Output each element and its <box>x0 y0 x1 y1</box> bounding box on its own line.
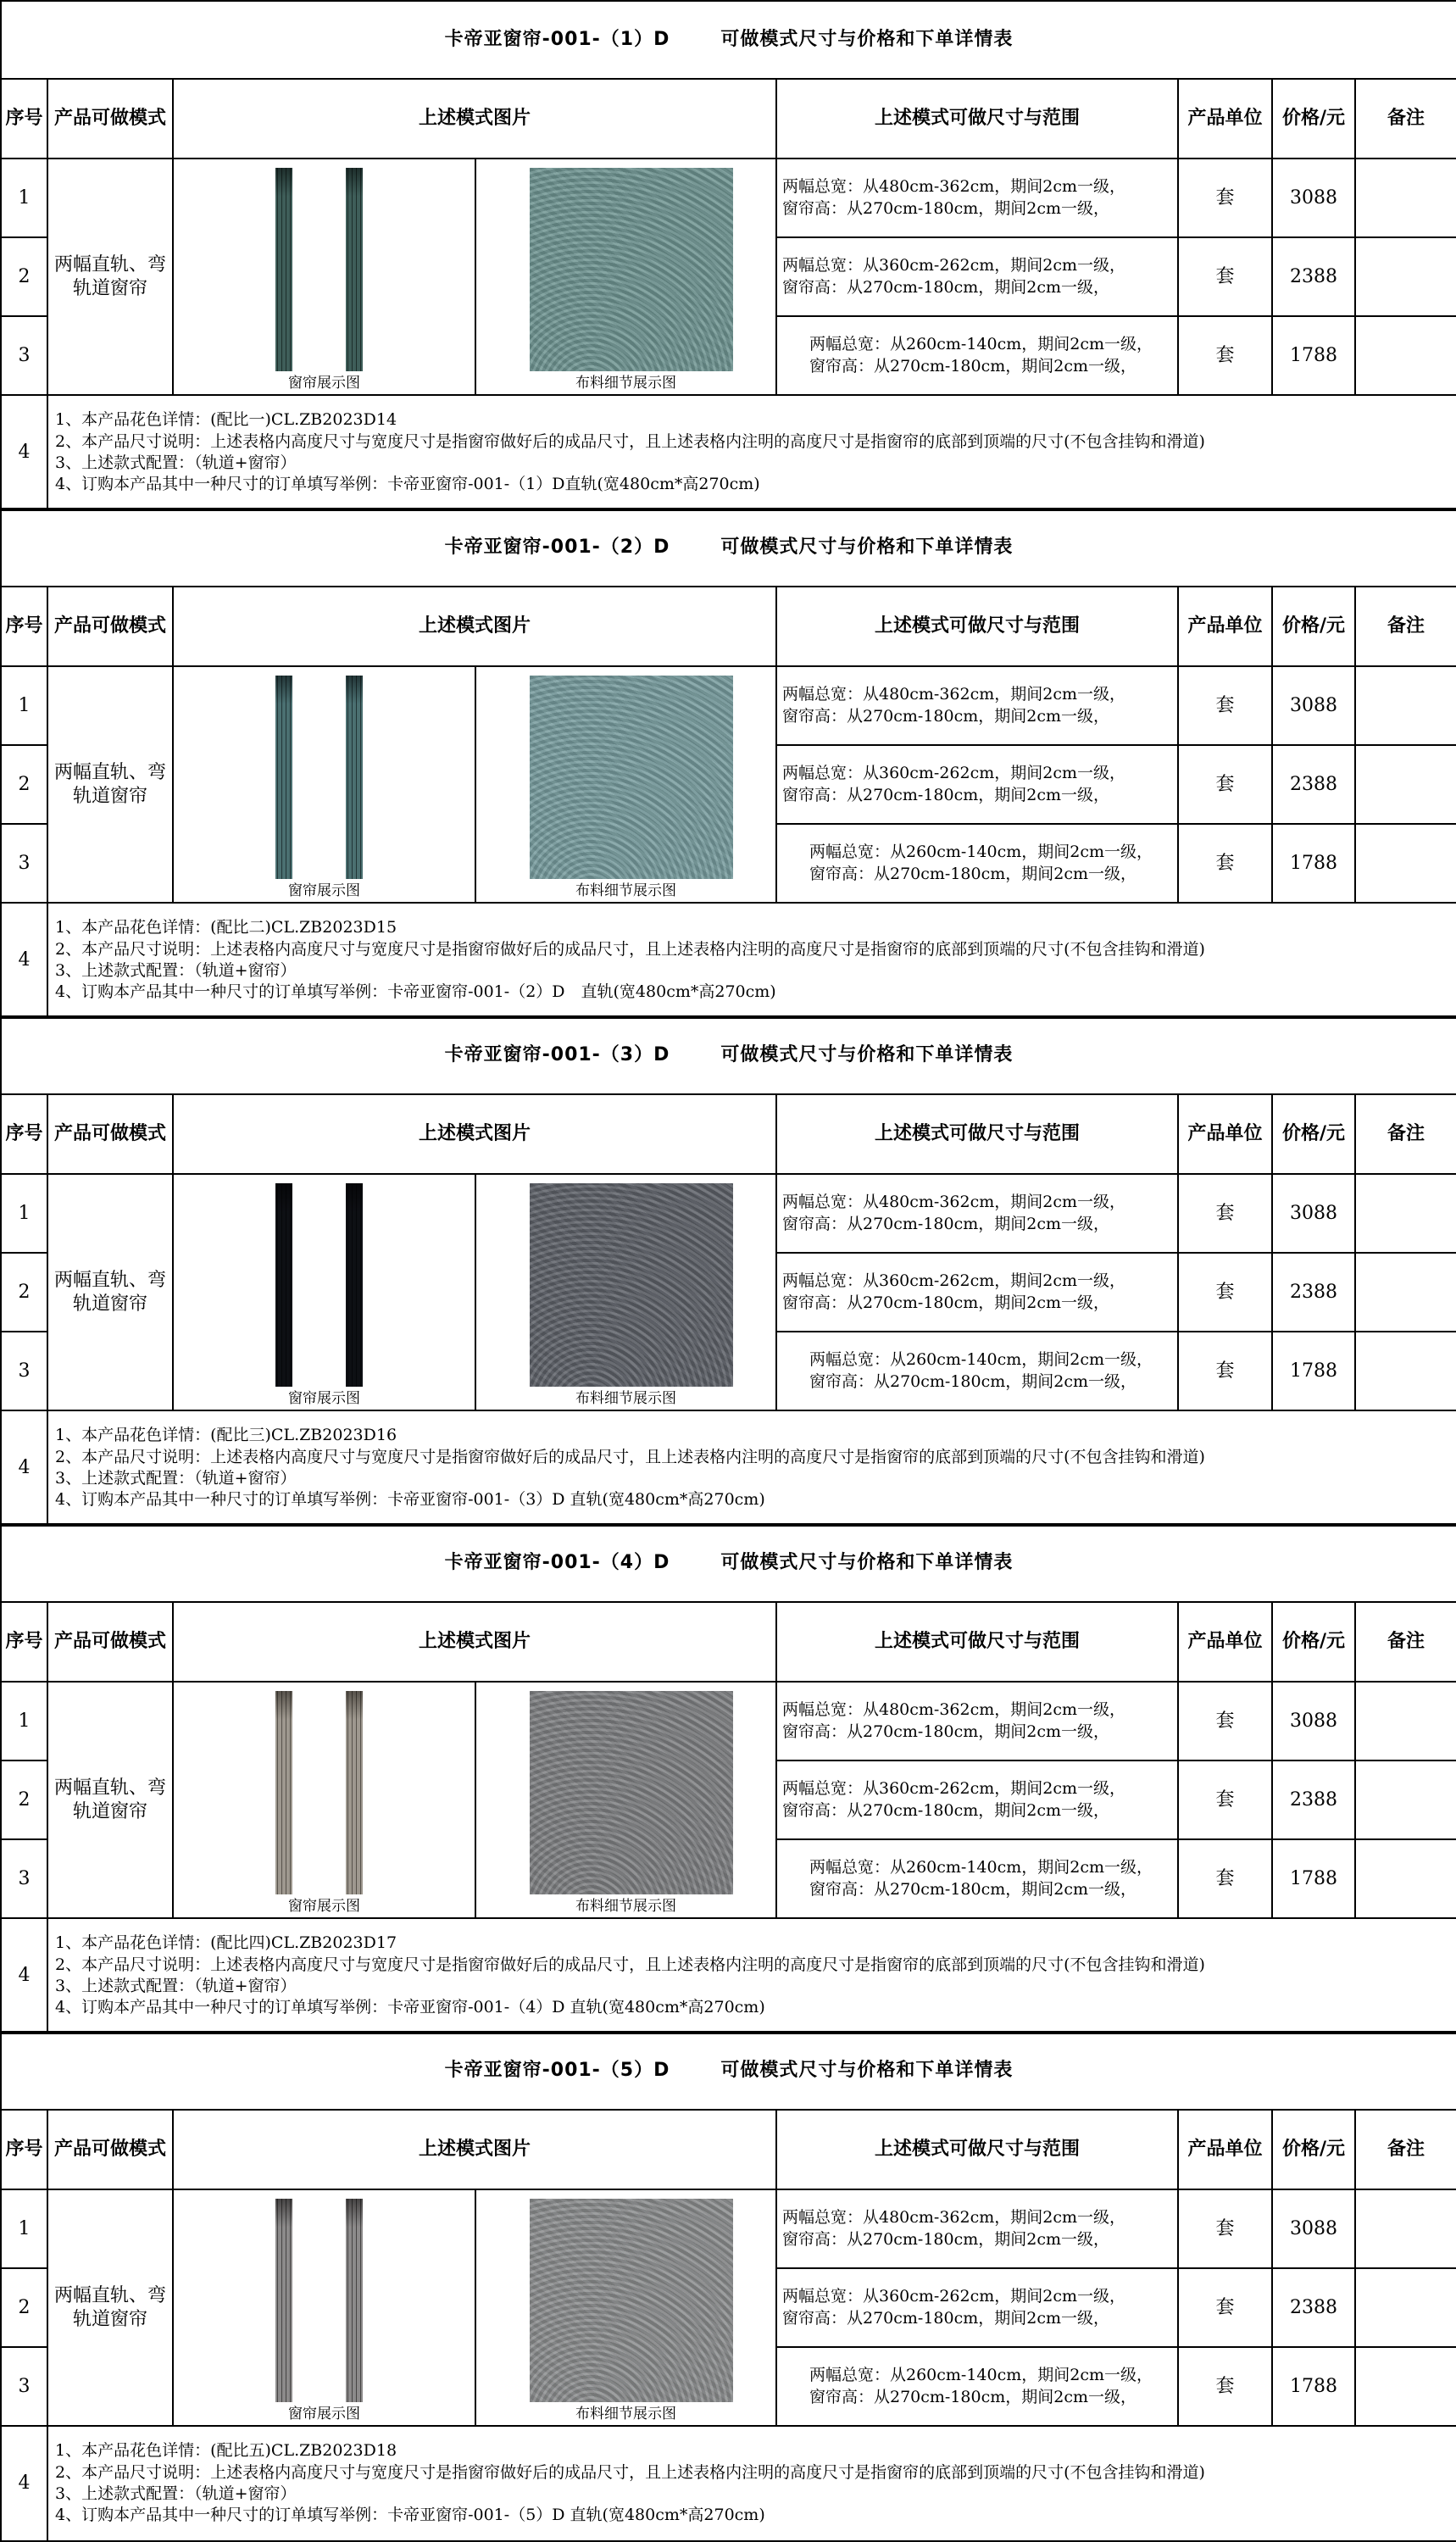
fabric-image-cell <box>475 1174 776 1410</box>
size-width: 两幅总宽：从260cm-140cm，期间2cm一级， <box>809 1857 1153 1877</box>
curtain-caption: 窗帘展示图 <box>288 1389 360 1407</box>
size-width: 两幅总宽：从480cm-362cm，期间2cm一级， <box>782 2207 1126 2227</box>
row-remark <box>1355 666 1456 745</box>
curtain-panel-right <box>346 1691 363 1894</box>
section-title-desc: 可做模式尺寸与价格和下单详情表 <box>720 1552 1014 1574</box>
curtain-panel-left <box>275 676 292 879</box>
notes-row <box>1 395 1456 510</box>
mode-cell: 两幅直轨、弯轨道窗帘 <box>47 159 173 395</box>
note-line: 2、本产品尺寸说明：上述表格内高度尺寸与宽度尺寸是指窗帘做好后的成品尺寸，且上述表格内注明的高度尺寸是指窗帘的底部到顶端的尺寸(不包含挂钩和滑道) <box>55 2462 1205 2482</box>
header-seq: 序号 <box>1 1094 47 1174</box>
size-width: 两幅总宽：从360cm-262cm，期间2cm一级， <box>782 1271 1126 1290</box>
row-unit: 套 <box>1178 2189 1272 2268</box>
size-range <box>776 745 1178 824</box>
fabric-swatch <box>530 2199 733 2402</box>
row-unit: 套 <box>1178 1839 1272 1918</box>
section-title-product: 卡帝亚窗帘-001-（1）D <box>444 29 670 51</box>
curtain-caption: 窗帘展示图 <box>288 374 360 392</box>
section-title <box>1 509 1456 587</box>
fabric-image-cell <box>475 1682 776 1918</box>
size-range <box>776 1760 1178 1839</box>
price-table <box>0 0 1456 511</box>
size-width: 两幅总宽：从480cm-362cm，期间2cm一级， <box>782 176 1126 196</box>
row-price: 3088 <box>1272 159 1355 237</box>
row-unit: 套 <box>1178 237 1272 316</box>
note-line: 3、上述款式配置：（轨道+窗帘） <box>55 2484 297 2503</box>
header-mode: 产品可做模式 <box>47 1094 173 1174</box>
row-seq: 3 <box>1 1332 47 1410</box>
row-unit: 套 <box>1178 824 1272 903</box>
notes-row <box>1 903 1456 1018</box>
notes-cell <box>47 2426 1456 2541</box>
row-unit: 套 <box>1178 1760 1272 1839</box>
row-seq: 2 <box>1 1760 47 1839</box>
size-range <box>776 1839 1178 1918</box>
header-range: 上述模式可做尺寸与范围 <box>776 79 1178 159</box>
row-price: 2388 <box>1272 1253 1355 1332</box>
header-unit: 产品单位 <box>1178 79 1272 159</box>
header-remark: 备注 <box>1355 587 1456 666</box>
size-range <box>776 824 1178 903</box>
row-price: 2388 <box>1272 237 1355 316</box>
mode-cell: 两幅直轨、弯轨道窗帘 <box>47 666 173 903</box>
curtain-panel-right <box>346 2199 363 2402</box>
row-price: 1788 <box>1272 1839 1355 1918</box>
header-mode: 产品可做模式 <box>47 1602 173 1682</box>
row-price: 2388 <box>1272 1760 1355 1839</box>
curtain-panel-right <box>346 676 363 879</box>
note-line: 4、订购本产品其中一种尺寸的订单填写举例：卡帝亚窗帘-001-（5）D 直轨(宽480cm*高270cm) <box>55 2506 765 2525</box>
fabric-caption: 布料细节展示图 <box>575 374 676 392</box>
note-line: 2、本产品尺寸说明：上述表格内高度尺寸与宽度尺寸是指窗帘做好后的成品尺寸，且上述表格内注明的高度尺寸是指窗帘的底部到顶端的尺寸(不包含挂钩和滑道) <box>55 1447 1205 1466</box>
note-line: 1、本产品花色详情：(配比四)CL.ZB2023D17 <box>55 1933 397 1953</box>
row-price: 1788 <box>1272 824 1355 903</box>
fabric-swatch <box>530 1183 733 1387</box>
notes-index: 4 <box>1 903 47 1018</box>
header-range: 上述模式可做尺寸与范围 <box>776 1602 1178 1682</box>
table-row <box>1 666 1456 745</box>
table-row <box>1 159 1456 237</box>
notes-index: 4 <box>1 395 47 510</box>
size-width: 两幅总宽：从260cm-140cm，期间2cm一级， <box>809 334 1153 353</box>
section-title-desc: 可做模式尺寸与价格和下单详情表 <box>720 2060 1014 2082</box>
header-mode: 产品可做模式 <box>47 587 173 666</box>
notes-row <box>1 1918 1456 2033</box>
header-images: 上述模式图片 <box>173 1602 776 1682</box>
header-range: 上述模式可做尺寸与范围 <box>776 2110 1178 2189</box>
row-price: 2388 <box>1272 745 1355 824</box>
size-width: 两幅总宽：从360cm-262cm，期间2cm一级， <box>782 255 1126 275</box>
price-table <box>0 2031 1456 2542</box>
header-unit: 产品单位 <box>1178 2110 1272 2189</box>
section-title-product: 卡帝亚窗帘-001-（5）D <box>444 2060 670 2082</box>
size-range <box>776 1682 1178 1760</box>
row-price: 3088 <box>1272 2189 1355 2268</box>
section-title-desc: 可做模式尺寸与价格和下单详情表 <box>720 29 1014 51</box>
header-price: 价格/元 <box>1272 79 1355 159</box>
row-remark <box>1355 237 1456 316</box>
row-seq: 2 <box>1 1253 47 1332</box>
row-unit: 套 <box>1178 1682 1272 1760</box>
mode-cell: 两幅直轨、弯轨道窗帘 <box>47 1682 173 1918</box>
size-range <box>776 2189 1178 2268</box>
product-section <box>0 0 1456 508</box>
size-height: 窗帘高：从270cm-180cm，期间2cm一级， <box>782 706 1110 726</box>
note-line: 3、上述款式配置：（轨道+窗帘） <box>55 1977 297 1995</box>
size-height: 窗帘高：从270cm-180cm，期间2cm一级， <box>809 1371 1137 1391</box>
size-range <box>776 666 1178 745</box>
size-height: 窗帘高：从270cm-180cm，期间2cm一级， <box>809 2387 1137 2406</box>
product-section <box>0 1015 1456 1523</box>
size-height: 窗帘高：从270cm-180cm，期间2cm一级， <box>782 1722 1110 1741</box>
row-seq: 3 <box>1 316 47 395</box>
size-range <box>776 2347 1178 2426</box>
section-title-product: 卡帝亚窗帘-001-（4）D <box>444 1552 670 1574</box>
row-unit: 套 <box>1178 1174 1272 1253</box>
notes-row <box>1 1410 1456 1526</box>
notes-cell <box>47 1410 1456 1526</box>
notes-index: 4 <box>1 2426 47 2541</box>
note-line: 3、上述款式配置：（轨道+窗帘） <box>55 453 297 472</box>
note-line: 2、本产品尺寸说明：上述表格内高度尺寸与宽度尺寸是指窗帘做好后的成品尺寸，且上述表格内注明的高度尺寸是指窗帘的底部到顶端的尺寸(不包含挂钩和滑道) <box>55 1955 1205 1974</box>
row-remark <box>1355 745 1456 824</box>
row-unit: 套 <box>1178 1253 1272 1332</box>
row-unit: 套 <box>1178 2268 1272 2347</box>
note-line: 2、本产品尺寸说明：上述表格内高度尺寸与宽度尺寸是指窗帘做好后的成品尺寸，且上述表格内注明的高度尺寸是指窗帘的底部到顶端的尺寸(不包含挂钩和滑道) <box>55 939 1205 959</box>
fabric-swatch <box>530 676 733 879</box>
size-width: 两幅总宽：从360cm-262cm，期间2cm一级， <box>782 763 1126 782</box>
price-table <box>0 1523 1456 2034</box>
header-unit: 产品单位 <box>1178 1602 1272 1682</box>
row-unit: 套 <box>1178 316 1272 395</box>
header-price: 价格/元 <box>1272 1094 1355 1174</box>
size-width: 两幅总宽：从360cm-262cm，期间2cm一级， <box>782 2286 1126 2306</box>
table-row <box>1 1174 1456 1253</box>
row-unit: 套 <box>1178 745 1272 824</box>
header-unit: 产品单位 <box>1178 1094 1272 1174</box>
section-title-product: 卡帝亚窗帘-001-（2）D <box>444 537 670 559</box>
mode-cell: 两幅直轨、弯轨道窗帘 <box>47 2189 173 2426</box>
section-title <box>1 2032 1456 2110</box>
note-line: 3、上述款式配置：（轨道+窗帘） <box>55 1469 297 1488</box>
note-line: 4、订购本产品其中一种尺寸的订单填写举例：卡帝亚窗帘-001-（1）D直轨(宽480cm*高270cm) <box>55 475 760 494</box>
notes-row <box>1 2426 1456 2541</box>
header-range: 上述模式可做尺寸与范围 <box>776 1094 1178 1174</box>
header-price: 价格/元 <box>1272 1602 1355 1682</box>
row-seq: 3 <box>1 824 47 903</box>
row-unit: 套 <box>1178 159 1272 237</box>
fabric-swatch <box>530 1691 733 1894</box>
fabric-caption: 布料细节展示图 <box>575 882 676 899</box>
product-section <box>0 2031 1456 2539</box>
curtain-panel-left <box>275 168 292 371</box>
notes-index: 4 <box>1 1410 47 1526</box>
size-range <box>776 159 1178 237</box>
row-remark <box>1355 1332 1456 1410</box>
row-remark <box>1355 1253 1456 1332</box>
note-line: 4、订购本产品其中一种尺寸的订单填写举例：卡帝亚窗帘-001-（2）D 直轨(宽480cm*高270cm) <box>55 982 776 1002</box>
fabric-caption: 布料细节展示图 <box>575 1897 676 1915</box>
fabric-caption: 布料细节展示图 <box>575 2405 676 2422</box>
curtain-panel-right <box>346 1183 363 1387</box>
size-height: 窗帘高：从270cm-180cm，期间2cm一级， <box>809 1879 1137 1899</box>
row-seq: 3 <box>1 1839 47 1918</box>
product-section <box>0 1523 1456 2031</box>
header-remark: 备注 <box>1355 79 1456 159</box>
row-seq: 2 <box>1 237 47 316</box>
price-table <box>0 1015 1456 1527</box>
row-remark <box>1355 1682 1456 1760</box>
size-height: 窗帘高：从270cm-180cm，期间2cm一级， <box>782 1214 1110 1233</box>
size-range <box>776 1174 1178 1253</box>
row-price: 3088 <box>1272 1174 1355 1253</box>
row-seq: 3 <box>1 2347 47 2426</box>
section-title-product: 卡帝亚窗帘-001-（3）D <box>444 1044 670 1066</box>
size-width: 两幅总宽：从260cm-140cm，期间2cm一级， <box>809 842 1153 861</box>
curtain-image-cell <box>173 1174 475 1410</box>
curtain-caption: 窗帘展示图 <box>288 1897 360 1915</box>
size-range <box>776 237 1178 316</box>
size-height: 窗帘高：从270cm-180cm，期间2cm一级， <box>782 785 1110 804</box>
notes-cell <box>47 903 1456 1018</box>
header-price: 价格/元 <box>1272 587 1355 666</box>
header-images: 上述模式图片 <box>173 1094 776 1174</box>
header-seq: 序号 <box>1 79 47 159</box>
price-table <box>0 508 1456 1019</box>
row-remark <box>1355 2189 1456 2268</box>
header-remark: 备注 <box>1355 1602 1456 1682</box>
row-seq: 1 <box>1 666 47 745</box>
fabric-image-cell <box>475 159 776 395</box>
size-height: 窗帘高：从270cm-180cm，期间2cm一级， <box>809 356 1137 375</box>
header-range: 上述模式可做尺寸与范围 <box>776 587 1178 666</box>
curtain-panel-left <box>275 1183 292 1387</box>
size-height: 窗帘高：从270cm-180cm，期间2cm一级， <box>782 1293 1110 1312</box>
size-range <box>776 1332 1178 1410</box>
note-line: 4、订购本产品其中一种尺寸的订单填写举例：卡帝亚窗帘-001-（3）D 直轨(宽480cm*高270cm) <box>55 1490 765 1510</box>
header-images: 上述模式图片 <box>173 79 776 159</box>
row-price: 1788 <box>1272 1332 1355 1410</box>
header-remark: 备注 <box>1355 2110 1456 2189</box>
curtain-caption: 窗帘展示图 <box>288 882 360 899</box>
notes-cell <box>47 395 1456 510</box>
curtain-panel-right <box>346 168 363 371</box>
note-line: 1、本产品花色详情：(配比二)CL.ZB2023D15 <box>55 918 397 937</box>
size-range <box>776 2268 1178 2347</box>
size-height: 窗帘高：从270cm-180cm，期间2cm一级， <box>782 198 1110 218</box>
row-price: 3088 <box>1272 666 1355 745</box>
notes-cell <box>47 1918 1456 2033</box>
header-images: 上述模式图片 <box>173 587 776 666</box>
note-line: 1、本产品花色详情：(配比一)CL.ZB2023D14 <box>55 410 397 430</box>
row-price: 1788 <box>1272 316 1355 395</box>
header-seq: 序号 <box>1 2110 47 2189</box>
mode-cell: 两幅直轨、弯轨道窗帘 <box>47 1174 173 1410</box>
row-seq: 2 <box>1 2268 47 2347</box>
row-seq: 1 <box>1 159 47 237</box>
size-width: 两幅总宽：从260cm-140cm，期间2cm一级， <box>809 2365 1153 2384</box>
section-title <box>1 1524 1456 1602</box>
row-remark <box>1355 824 1456 903</box>
row-remark <box>1355 2347 1456 2426</box>
curtain-panel-left <box>275 1691 292 1894</box>
header-mode: 产品可做模式 <box>47 2110 173 2189</box>
curtain-image-cell <box>173 666 475 903</box>
row-remark <box>1355 159 1456 237</box>
note-line: 3、上述款式配置：（轨道+窗帘） <box>55 961 297 980</box>
row-remark <box>1355 1760 1456 1839</box>
size-width: 两幅总宽：从260cm-140cm，期间2cm一级， <box>809 1349 1153 1369</box>
header-remark: 备注 <box>1355 1094 1456 1174</box>
row-unit: 套 <box>1178 666 1272 745</box>
row-seq: 1 <box>1 2189 47 2268</box>
curtain-image-cell <box>173 2189 475 2426</box>
row-price: 2388 <box>1272 2268 1355 2347</box>
row-seq: 1 <box>1 1682 47 1760</box>
curtain-panel-left <box>275 2199 292 2402</box>
fabric-swatch <box>530 168 733 371</box>
header-seq: 序号 <box>1 587 47 666</box>
row-remark <box>1355 316 1456 395</box>
header-mode: 产品可做模式 <box>47 79 173 159</box>
fabric-image-cell <box>475 666 776 903</box>
row-remark <box>1355 1174 1456 1253</box>
size-height: 窗帘高：从270cm-180cm，期间2cm一级， <box>782 2308 1110 2328</box>
size-width: 两幅总宽：从480cm-362cm，期间2cm一级， <box>782 684 1126 704</box>
size-range <box>776 1253 1178 1332</box>
size-width: 两幅总宽：从360cm-262cm，期间2cm一级， <box>782 1778 1126 1798</box>
header-seq: 序号 <box>1 1602 47 1682</box>
size-height: 窗帘高：从270cm-180cm，期间2cm一级， <box>782 277 1110 297</box>
curtain-image-cell <box>173 159 475 395</box>
row-unit: 套 <box>1178 1332 1272 1410</box>
size-range <box>776 316 1178 395</box>
note-line: 4、订购本产品其中一种尺寸的订单填写举例：卡帝亚窗帘-001-（4）D 直轨(宽480cm*高270cm) <box>55 1998 765 2017</box>
section-title-desc: 可做模式尺寸与价格和下单详情表 <box>720 537 1014 559</box>
size-width: 两幅总宽：从480cm-362cm，期间2cm一级， <box>782 1699 1126 1719</box>
row-unit: 套 <box>1178 2347 1272 2426</box>
product-section <box>0 508 1456 1015</box>
fabric-image-cell <box>475 2189 776 2426</box>
note-line: 1、本产品花色详情：(配比五)CL.ZB2023D18 <box>55 2441 397 2461</box>
header-price: 价格/元 <box>1272 2110 1355 2189</box>
curtain-image-cell <box>173 1682 475 1918</box>
row-seq: 1 <box>1 1174 47 1253</box>
section-title <box>1 1016 1456 1094</box>
fabric-caption: 布料细节展示图 <box>575 1389 676 1407</box>
header-images: 上述模式图片 <box>173 2110 776 2189</box>
row-remark <box>1355 2268 1456 2347</box>
row-seq: 2 <box>1 745 47 824</box>
note-line: 2、本产品尺寸说明：上述表格内高度尺寸与宽度尺寸是指窗帘做好后的成品尺寸，且上述表格内注明的高度尺寸是指窗帘的底部到顶端的尺寸(不包含挂钩和滑道) <box>55 431 1205 451</box>
note-line: 1、本产品花色详情：(配比三)CL.ZB2023D16 <box>55 1426 397 1445</box>
row-remark <box>1355 1839 1456 1918</box>
curtain-caption: 窗帘展示图 <box>288 2405 360 2422</box>
size-width: 两幅总宽：从480cm-362cm，期间2cm一级， <box>782 1192 1126 1211</box>
size-height: 窗帘高：从270cm-180cm，期间2cm一级， <box>782 1800 1110 1820</box>
notes-index: 4 <box>1 1918 47 2033</box>
size-height: 窗帘高：从270cm-180cm，期间2cm一级， <box>809 864 1137 883</box>
header-unit: 产品单位 <box>1178 587 1272 666</box>
table-row <box>1 2189 1456 2268</box>
section-title-desc: 可做模式尺寸与价格和下单详情表 <box>720 1044 1014 1066</box>
section-title <box>1 1 1456 79</box>
row-price: 1788 <box>1272 2347 1355 2426</box>
row-price: 3088 <box>1272 1682 1355 1760</box>
size-height: 窗帘高：从270cm-180cm，期间2cm一级， <box>782 2229 1110 2249</box>
table-row <box>1 1682 1456 1760</box>
